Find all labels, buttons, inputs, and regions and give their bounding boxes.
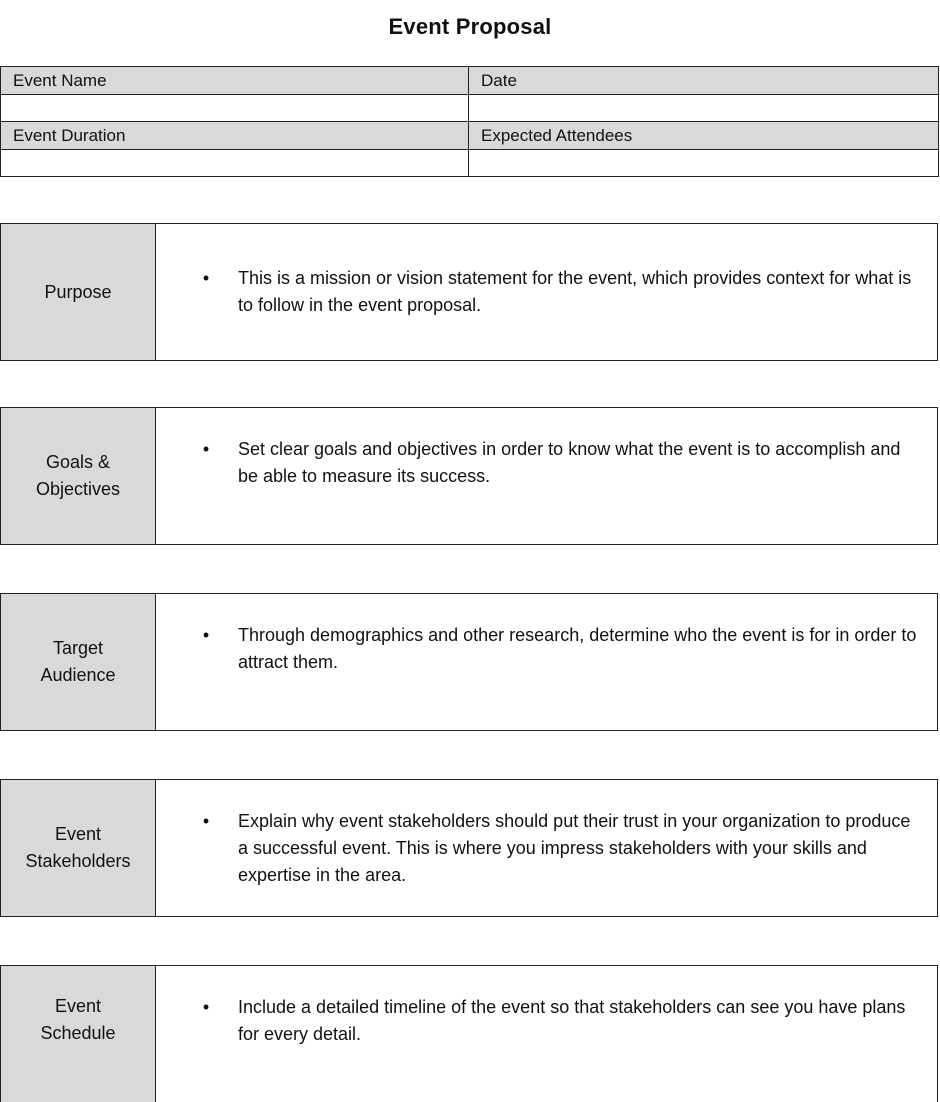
section-label-event-stakeholders: Event Stakeholders bbox=[1, 780, 156, 916]
bullet-item bbox=[156, 808, 923, 889]
section-purpose bbox=[0, 223, 938, 361]
section-content-event-schedule[interactable] bbox=[156, 966, 937, 1102]
bullet-icon: • bbox=[202, 439, 210, 459]
event-duration-field[interactable] bbox=[1, 150, 469, 177]
bullet-icon: • bbox=[202, 268, 210, 288]
expected-attendees-field[interactable] bbox=[469, 150, 939, 177]
bullet-icon: • bbox=[202, 811, 210, 831]
bullet-icon: • bbox=[202, 997, 210, 1017]
section-content-target-audience[interactable] bbox=[156, 594, 937, 730]
section-label-goals-objectives: Goals & Objectives bbox=[1, 408, 156, 544]
section-content-event-stakeholders[interactable] bbox=[156, 780, 937, 916]
bullet-text: Include a detailed timeline of the event so that stakeholders can see you have plans for every detail. bbox=[238, 997, 906, 1044]
bullet-item bbox=[156, 994, 923, 1048]
info-label-row bbox=[1, 122, 939, 150]
section-event-stakeholders bbox=[0, 779, 938, 917]
section-label-target-audience: Target Audience bbox=[1, 594, 156, 730]
info-value-row bbox=[1, 95, 939, 122]
section-content-goals-objectives[interactable] bbox=[156, 408, 937, 544]
bullet-text: This is a mission or vision statement for the event, which provides context for what is to follow in the event proposal. bbox=[238, 268, 912, 315]
section-event-schedule bbox=[0, 965, 938, 1102]
expected-attendees-label: Expected Attendees bbox=[469, 122, 939, 150]
event-info-table bbox=[0, 66, 939, 177]
bullet-item bbox=[156, 265, 923, 319]
bullet-icon: • bbox=[202, 625, 210, 645]
section-goals-objectives bbox=[0, 407, 938, 545]
date-field[interactable] bbox=[469, 95, 939, 122]
event-duration-label: Event Duration bbox=[1, 122, 469, 150]
section-content-purpose[interactable] bbox=[156, 224, 937, 360]
info-value-row bbox=[1, 150, 939, 177]
section-target-audience bbox=[0, 593, 938, 731]
section-label-purpose: Purpose bbox=[1, 224, 156, 360]
bullet-text: Set clear goals and objectives in order to know what the event is to accomplish and be able to measure its success. bbox=[238, 439, 901, 486]
document-title: Event Proposal bbox=[388, 14, 552, 39]
bullet-text: Explain why event stakeholders should put their trust in your organization to produce a successful event. This is where you impress stakeholders with your skills and expertise in the area. bbox=[238, 811, 911, 885]
bullet-item bbox=[156, 622, 923, 676]
date-label: Date bbox=[469, 67, 939, 95]
bullet-item bbox=[156, 436, 923, 490]
section-label-event-schedule: Event Schedule bbox=[1, 966, 156, 1102]
event-name-label: Event Name bbox=[1, 67, 469, 95]
info-label-row bbox=[1, 67, 939, 95]
event-name-field[interactable] bbox=[1, 95, 469, 122]
bullet-text: Through demographics and other research, determine who the event is for in order to attract them. bbox=[238, 625, 917, 672]
